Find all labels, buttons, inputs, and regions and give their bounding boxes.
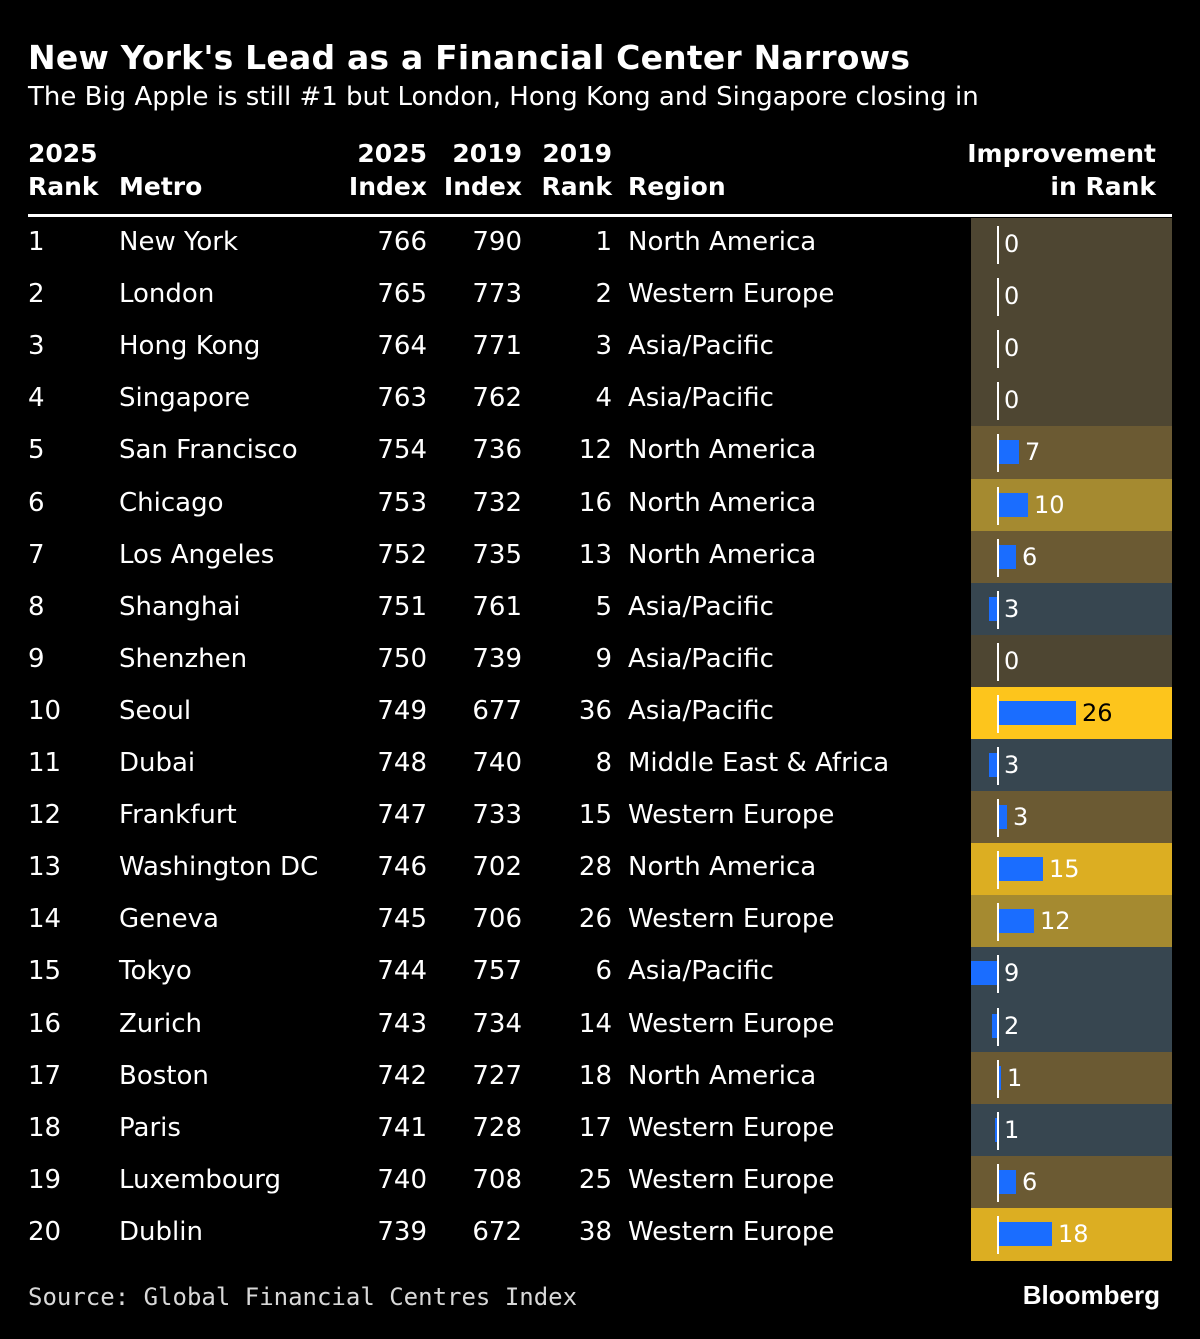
rank-2025-cell: 13 [28,852,62,883]
zero-axis [997,799,999,837]
index-2025-cell: 754 [377,435,427,466]
zero-axis [997,539,999,577]
rank-2019-cell: 6 [595,956,612,987]
rank-2019-cell: 28 [578,852,612,883]
improvement-value: 1 [1004,1115,1020,1144]
region-cell: North America [628,1060,817,1091]
zero-axis [997,903,999,941]
index-2025-cell: 747 [377,800,427,831]
improvement-cell-bg [971,374,1172,427]
header-index-2019-line2: Index [443,172,522,201]
index-2019-cell: 677 [472,695,522,726]
index-2019-cell: 739 [472,643,522,674]
metro-cell: Washington DC [119,852,319,883]
index-2025-cell: 766 [377,227,427,257]
zero-axis [997,1112,999,1150]
rank-2019-cell: 12 [578,435,612,466]
index-2019-cell: 727 [472,1060,522,1091]
header-rank-2019-line2: Rank [541,172,612,201]
index-2025-cell: 740 [377,1164,427,1195]
metro-cell: Shenzhen [119,643,248,674]
index-2025-cell: 742 [377,1060,427,1091]
header-rank-2025-line1: 2025 [28,139,98,168]
metro-cell: Frankfurt [119,800,237,831]
rank-2025-cell: 11 [28,748,62,778]
improvement-value: 6 [1022,1167,1038,1196]
metro-cell: Shanghai [119,591,241,622]
metro-cell: Boston [119,1060,209,1091]
metro-cell: Hong Kong [119,331,261,362]
improvement-cell-bg [971,1104,1172,1157]
improvement-value: 26 [1082,698,1113,727]
index-2025-cell: 764 [377,331,427,362]
improvement-value: 3 [1013,803,1029,832]
region-cell: North America [628,435,817,466]
rank-2025-cell: 17 [28,1060,62,1091]
metro-cell: Geneva [119,904,219,935]
header-rank-2019-line1: 2019 [542,139,612,168]
improvement-cell-bg [971,270,1172,323]
rank-2025-cell: 6 [28,487,45,518]
rank-2025-cell: 15 [28,956,62,987]
metro-cell: Dublin [119,1216,203,1247]
improvement-value: 12 [1040,907,1071,936]
region-cell: Asia/Pacific [628,956,774,987]
improvement-cell-bg [971,1052,1172,1105]
index-2025-cell: 763 [377,383,427,414]
improvement-value: 3 [1004,594,1020,623]
improvement-value: 0 [1004,230,1020,258]
index-2019-cell: 672 [472,1216,522,1247]
improvement-bar [998,1222,1052,1246]
improvement-cell-bg [971,218,1172,271]
region-cell: Western Europe [628,279,835,310]
zero-axis [997,1060,999,1098]
metro-cell: San Francisco [119,435,298,466]
improvement-value: 18 [1058,1219,1089,1248]
rank-2019-cell: 4 [595,383,612,414]
improvement-bar [998,805,1007,829]
rank-2019-cell: 26 [578,904,612,935]
rank-2019-cell: 13 [578,539,612,570]
improvement-value: 1 [1007,1063,1023,1092]
region-cell: North America [628,487,817,518]
source-note: Source: Global Financial Centres Index [28,1283,578,1311]
improvement-bar [998,493,1028,517]
improvement-value: 0 [1004,282,1020,311]
metro-cell: Singapore [119,383,251,414]
metro-cell: Zurich [119,1008,202,1039]
rank-2019-cell: 14 [578,1008,612,1039]
zero-axis [997,591,999,629]
improvement-cell-bg [971,739,1172,792]
index-2019-cell: 708 [472,1164,522,1195]
rank-2025-cell: 4 [28,383,45,414]
region-cell: North America [628,539,817,570]
rank-2025-cell: 10 [28,695,62,726]
zero-axis [997,330,999,368]
region-cell: Western Europe [628,1008,835,1039]
index-2019-cell: 773 [472,279,522,310]
index-2025-cell: 746 [377,852,427,883]
improvement-value: 2 [1004,1011,1020,1040]
header-index-2025-line1: 2025 [357,139,427,168]
region-cell: Asia/Pacific [628,383,774,414]
index-2019-cell: 706 [472,904,522,935]
improvement-cell-bg [971,583,1172,636]
region-cell: Western Europe [628,800,835,831]
index-2019-cell: 734 [472,1008,522,1039]
region-cell: North America [628,852,817,883]
rank-2019-cell: 38 [578,1216,612,1247]
metro-cell: Seoul [119,695,192,726]
improvement-value: 15 [1049,855,1080,884]
improvement-value: 6 [1022,542,1038,571]
header-rank-2025-line2: Rank [28,172,99,201]
rank-2019-cell: 5 [595,591,612,622]
improvement-bar [998,545,1016,569]
metro-cell: Paris [119,1112,181,1143]
metro-cell: Los Angeles [119,539,275,570]
rank-2019-cell: 8 [595,748,612,778]
index-2019-cell: 762 [472,383,522,414]
index-2025-cell: 751 [377,591,427,622]
metro-cell: London [119,279,215,310]
index-2025-cell: 753 [377,487,427,518]
rank-2025-cell: 3 [28,331,45,362]
chart-subtitle: The Big Apple is still #1 but London, Hong Kong and Singapore closing in [28,82,979,112]
index-2025-cell: 745 [377,904,427,935]
region-cell: Western Europe [628,1112,835,1143]
index-2019-cell: 790 [472,227,522,257]
improvement-bar [998,701,1076,725]
index-2025-cell: 765 [377,279,427,310]
rank-2019-cell: 16 [578,487,612,518]
index-2025-cell: 752 [377,539,427,570]
zero-axis [997,382,999,420]
index-2019-cell: 735 [472,539,522,570]
rank-2025-cell: 18 [28,1112,62,1143]
zero-axis [997,643,999,681]
rank-2019-cell: 3 [595,331,612,362]
region-cell: North America [628,227,817,257]
rank-2019-cell: 15 [578,800,612,831]
rank-2025-cell: 1 [28,227,45,257]
region-cell: Asia/Pacific [628,591,774,622]
zero-axis [997,226,999,264]
rank-2019-cell: 2 [595,279,612,310]
improvement-value: 0 [1004,646,1020,675]
header-improvement-line1: Improvement [967,139,1156,168]
region-cell: Western Europe [628,1164,835,1195]
index-2019-cell: 740 [472,748,522,778]
bloomberg-logo: Bloomberg [1022,1280,1160,1310]
index-2025-cell: 743 [377,1008,427,1039]
improvement-value: 10 [1034,490,1065,519]
improvement-bar [971,961,998,985]
zero-axis [997,747,999,785]
improvement-value: 7 [1025,438,1041,467]
region-cell: Western Europe [628,1216,835,1247]
zero-axis [997,1008,999,1046]
index-2025-cell: 749 [377,695,427,726]
index-2019-cell: 761 [472,591,522,622]
index-2019-cell: 733 [472,800,522,831]
region-cell: Asia/Pacific [628,695,774,726]
rank-2025-cell: 19 [28,1164,62,1195]
metro-cell: Chicago [119,487,224,518]
index-2019-cell: 771 [472,331,522,362]
header-region: Region [628,172,726,201]
rank-2025-cell: 8 [28,591,45,622]
improvement-value: 9 [1004,959,1020,988]
improvement-bar [998,1170,1016,1194]
index-2019-cell: 702 [472,852,522,883]
rank-2025-cell: 5 [28,435,45,466]
index-2025-cell: 744 [377,956,427,987]
improvement-bar [998,909,1034,933]
improvement-cell-bg [971,1000,1172,1053]
rank-2025-cell: 2 [28,279,45,310]
header-improvement-line2: in Rank [1050,172,1156,201]
header-index-2019-line1: 2019 [452,139,522,168]
improvement-value: 0 [1004,334,1020,363]
rank-2025-cell: 16 [28,1008,62,1039]
index-2019-cell: 757 [472,956,522,987]
rank-2025-cell: 20 [28,1216,62,1247]
improvement-cell-bg [971,635,1172,688]
index-2025-cell: 741 [377,1112,427,1143]
rank-2025-cell: 12 [28,800,62,831]
metro-cell: Tokyo [119,956,192,987]
region-cell: Asia/Pacific [628,331,774,362]
rank-2019-cell: 25 [578,1164,612,1195]
rank-2019-cell: 1 [595,227,612,257]
rank-2019-cell: 18 [578,1060,612,1091]
zero-axis [997,851,999,889]
index-2025-cell: 739 [377,1216,427,1247]
index-2019-cell: 732 [472,487,522,518]
zero-axis [997,955,999,993]
region-cell: Middle East & Africa [628,748,890,778]
rank-2019-cell: 17 [578,1112,612,1143]
improvement-value: 3 [1004,751,1020,779]
index-2019-cell: 728 [472,1112,522,1143]
region-cell: Western Europe [628,904,835,935]
rank-2025-cell: 7 [28,539,45,570]
header-index-2025-line2: Index [348,172,427,201]
rank-2025-cell: 14 [28,904,62,935]
header-metro: Metro [119,172,203,201]
zero-axis [997,434,999,472]
index-2019-cell: 736 [472,435,522,466]
chart-title: New York's Lead as a Financial Center Narrows [28,38,911,77]
rank-2019-cell: 36 [578,695,612,726]
zero-axis [997,1216,999,1254]
rank-2025-cell: 9 [28,643,45,674]
improvement-bar [998,440,1019,464]
index-2025-cell: 750 [377,643,427,674]
zero-axis [997,487,999,525]
improvement-bar [998,857,1043,881]
metro-cell: Luxembourg [119,1164,282,1195]
metro-cell: Dubai [119,748,196,778]
improvement-cell-bg [971,947,1172,1000]
zero-axis [997,1164,999,1202]
zero-axis [997,695,999,733]
improvement-cell-bg [971,322,1172,375]
rank-2019-cell: 9 [595,643,612,674]
zero-axis [997,278,999,316]
region-cell: Asia/Pacific [628,643,774,674]
metro-cell: New York [119,227,239,257]
improvement-value: 0 [1004,386,1020,415]
index-2025-cell: 748 [377,748,427,778]
